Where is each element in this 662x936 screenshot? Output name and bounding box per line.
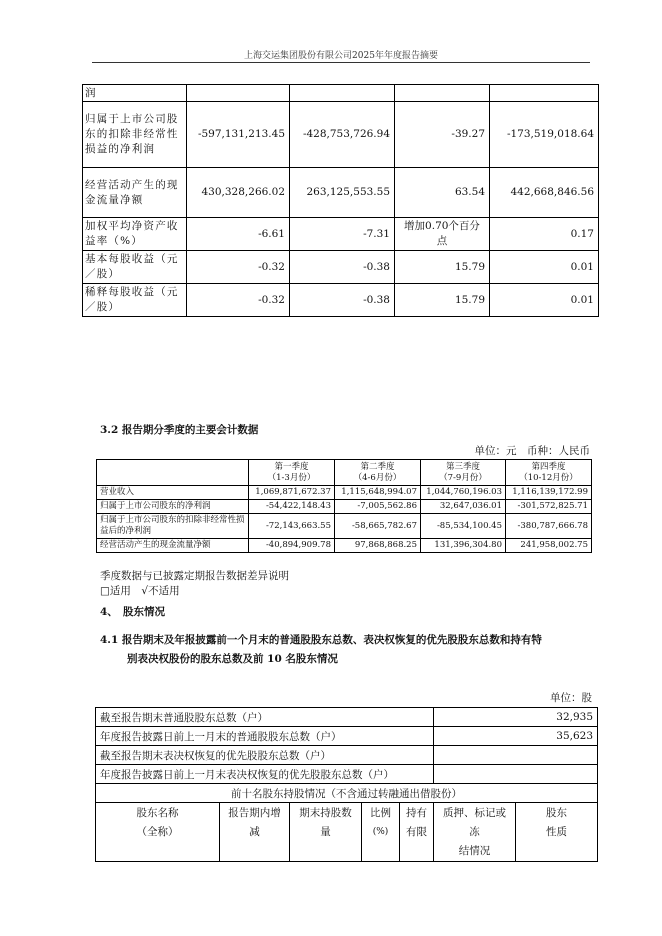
applicability-options: □适用 √不适用 [100,585,180,597]
row-label: 归属于上市公司股东的扣除非经常性损益后的净利润 [97,514,249,539]
row-label: 经营活动产生的现金流量净额 [83,168,187,218]
cell: -0.32 [187,284,290,317]
row-label: 润 [83,85,187,102]
cell: 1,044,760,196.03 [421,486,506,500]
row-label: 加权平均净资产收益率（%） [83,218,187,251]
table-header-row [96,803,598,862]
summary-value: 35,623 [434,727,598,746]
cell: 15.79 [395,284,490,317]
summary-value: 32,935 [434,708,598,727]
table-row [97,539,592,553]
cell: 0.01 [490,251,599,284]
cell: 263,125,553.55 [290,168,395,218]
table-row [96,746,598,765]
cell: -301,572,825.71 [506,500,592,514]
table-header-row [97,460,592,486]
cell: -0.38 [290,284,395,317]
cell: 131,396,304.80 [421,539,506,553]
summary-value [434,765,598,784]
cell: 1,069,871,672.37 [249,486,335,500]
cell: -6.61 [187,218,290,251]
cell: 241,958,002.75 [506,539,592,553]
cell: -85,534,100.45 [421,514,506,539]
table-row [83,85,599,102]
table-row [97,486,592,500]
column-header: 股东名称 （全称） [96,803,220,862]
cell: -58,665,782.67 [335,514,421,539]
column-header: 第四季度 （10-12月份） [506,460,592,486]
column-header: 股东 性质 [516,803,598,862]
cell: -54,422,148.43 [249,500,335,514]
table-row [83,284,599,317]
cell: -72,143,663.55 [249,514,335,539]
table-row [83,102,599,168]
summary-label: 截至报告期末表决权恢复的优先股股东总数（户） [96,746,434,765]
row-label: 稀释每股收益（元／股） [83,284,187,317]
cell: 63.54 [395,168,490,218]
table-row [97,500,592,514]
row-label: 归属于上市公司股东的净利润 [97,500,249,514]
table-row [96,765,598,784]
column-header: 第二季度 （4-6月份） [335,460,421,486]
summary-value [434,746,598,765]
cell: -7,005,562.86 [335,500,421,514]
cell: 430,328,266.02 [187,168,290,218]
main-data-table [82,84,599,317]
cell [187,85,290,102]
header-blank [97,460,249,486]
cell: -597,131,213.45 [187,102,290,168]
cell: 15.79 [395,251,490,284]
cell: 32,647,036.01 [421,500,506,514]
cell: -380,787,666.78 [506,514,592,539]
cell: -40,894,909.78 [249,539,335,553]
table-row [96,727,598,746]
quarterly-note: 季度数据与已披露定期报告数据差异说明 [100,570,289,582]
row-label: 经营活动产生的现金流量净额 [97,539,249,553]
summary-label: 年度报告披露日前上一月末的普通股股东总数（户） [96,727,434,746]
cell: -39.27 [395,102,490,168]
table-row [83,218,599,251]
column-header: 比例 (%) [362,803,400,862]
header-rule [92,62,590,63]
unit-label-shares: 单位：股 [550,692,592,704]
row-label: 基本每股收益（元／股） [83,251,187,284]
cell: -7.31 [290,218,395,251]
column-header: 报告期内增 减 [220,803,290,862]
shareholder-table [95,707,598,862]
top10-caption: 前十名股东持股情况（不含通过转融通出借股份） [96,784,598,803]
table-row [96,784,598,803]
cell: 0.01 [490,284,599,317]
column-header: 期末持股数 量 [290,803,362,862]
table-row [83,251,599,284]
column-header: 第一季度 （1-3月份） [249,460,335,486]
section-4-1-title-line2: 别表决权股份的股东总数及前 10 名股东情况 [127,653,338,665]
header-title: 上海交运集团股份有限公司2025年年度报告摘要 [244,51,438,61]
cell: -0.38 [290,251,395,284]
section-4-title: 4、 股东情况 [100,606,166,618]
summary-label: 截至报告期末普通股股东总数（户） [96,708,434,727]
summary-label: 年度报告披露日前上一月末表决权恢复的优先股股东总数（户） [96,765,434,784]
cell: -173,519,018.64 [490,102,599,168]
table-row [96,708,598,727]
cell: 1,116,139,172.99 [506,486,592,500]
cell: 442,668,846.56 [490,168,599,218]
unit-label: 单位：元 币种：人民币 [474,445,590,457]
column-header: 持有 有限 [400,803,434,862]
row-label: 营业收入 [97,486,249,500]
cell [290,85,395,102]
column-header: 质押、标记或冻 结情况 [434,803,516,862]
table-row [97,514,592,539]
table-row [83,168,599,218]
cell: -428,753,726.94 [290,102,395,168]
cell: 1,115,648,994.07 [335,486,421,500]
cell: 0.17 [490,218,599,251]
cell [395,85,490,102]
cell: 97,868,868.25 [335,539,421,553]
cell [490,85,599,102]
cell: 增加0.70个百分点 [395,218,490,251]
section-4-1-title-line1: 4.1 报告期末及年报披露前一个月末的普通股股东总数、表决权恢复的优先股股东总数和持有特 [100,634,542,646]
row-label: 归属于上市公司股东的扣除非经常性损益的净利润 [83,102,187,168]
column-header: 第三季度 （7-9月份） [421,460,506,486]
section-3-2-title: 3.2 报告期分季度的主要会计数据 [100,424,259,436]
cell: -0.32 [187,251,290,284]
quarterly-data-table [96,459,592,553]
